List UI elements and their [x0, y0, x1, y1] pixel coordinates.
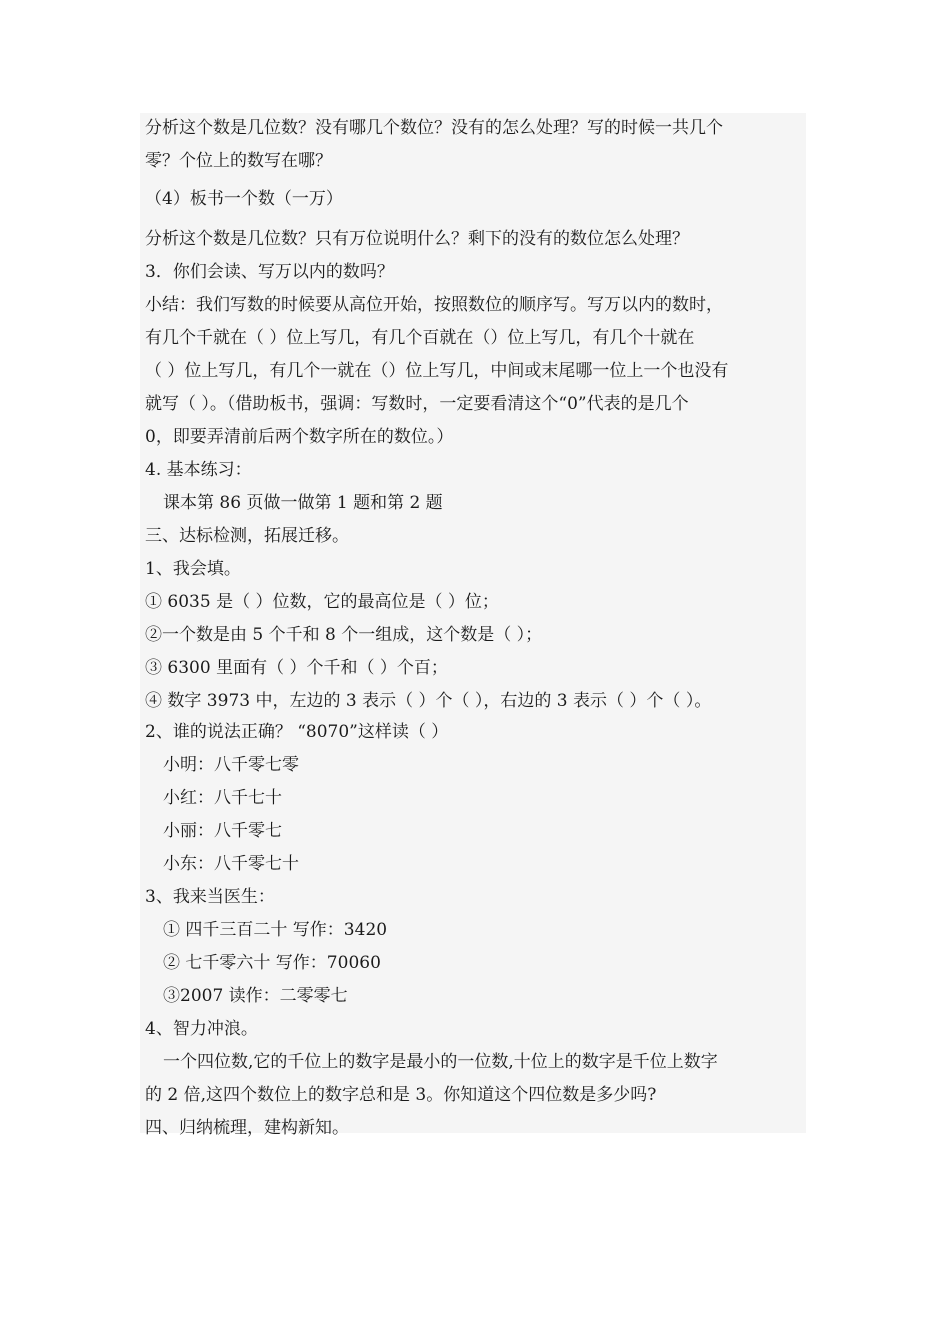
- exercise-heading: 3、我来当医生：: [145, 887, 275, 907]
- exercise-heading: 4、智力冲浪。: [145, 1019, 258, 1039]
- exercise-heading: 1、我会填。: [145, 559, 241, 579]
- text-line: 0，即要弄清前后两个数字所在的数位。）: [145, 427, 454, 447]
- answer-option: 小丽：八千零七: [163, 821, 282, 841]
- text-line: 零？个位上的数写在哪？: [145, 151, 332, 171]
- exercise-item: ① 6035 是（ ）位数，它的最高位是（ ）位；: [145, 592, 499, 612]
- text-line: 一个四位数,它的千位上的数字是最小的一位数,十位上的数字是千位上数字: [163, 1052, 718, 1072]
- exercise-item: ② 七千零六十 写作：70060: [163, 953, 381, 973]
- answer-option: 小明：八千零七零: [163, 755, 299, 775]
- text-line: 分析这个数是几位数？没有哪几个数位？没有的怎么处理？写的时候一共几个: [145, 118, 723, 138]
- exercise-item: ④ 数字 3973 中，左边的 3 表示（ ）个（ ），右边的 3 表示（ ）个（ ）。: [145, 691, 712, 711]
- exercise-item: ②一个数是由 5 个千和 8 个一组成，这个数是（ ）；: [145, 625, 543, 645]
- text-line: 课本第 86 页做一做第 1 题和第 2 题: [163, 493, 443, 513]
- exercise-item: ③2007 读作：二零零七: [163, 986, 348, 1006]
- text-line: 分析这个数是几位数？只有万位说明什么？剩下的没有的数位怎么处理？: [145, 229, 689, 249]
- exercise-item: ① 四千三百二十 写作：3420: [163, 920, 388, 940]
- exercise-item: ③ 6300 里面有（ ）个千和（ ）个百；: [145, 658, 448, 678]
- text-line: 3．你们会读、写万以内的数吗？: [145, 262, 394, 282]
- answer-option: 小红：八千七十: [163, 788, 282, 808]
- text-line: 就写（ ）。（借助板书，强调：写数时，一定要看清这个“0”代表的是几个: [145, 394, 689, 414]
- answer-option: 小东：八千零七十: [163, 854, 299, 874]
- text-line: 的 2 倍,这四个数位上的数字总和是 3。你知道这个四位数是多少吗?: [145, 1085, 657, 1105]
- section-heading: 4. 基本练习：: [145, 460, 252, 480]
- exercise-heading: 2、谁的说法正确？ “8070”这样读（ ）: [145, 722, 449, 742]
- text-line: （ ）位上写几，有几个一就在（）位上写几，中间或末尾哪一位上一个也没有: [145, 361, 729, 381]
- text-line: 小结：我们写数的时候要从高位开始，按照数位的顺序写。写万以内的数时，: [145, 295, 723, 315]
- section-heading: 三、达标检测，拓展迁移。: [145, 526, 349, 546]
- text-line: 有几个千就在（ ）位上写几，有几个百就在（）位上写几，有几个十就在: [145, 328, 695, 348]
- text-line: （4）板书一个数（一万）: [145, 189, 343, 209]
- section-heading: 四、归纳梳理，建构新知。: [145, 1118, 349, 1138]
